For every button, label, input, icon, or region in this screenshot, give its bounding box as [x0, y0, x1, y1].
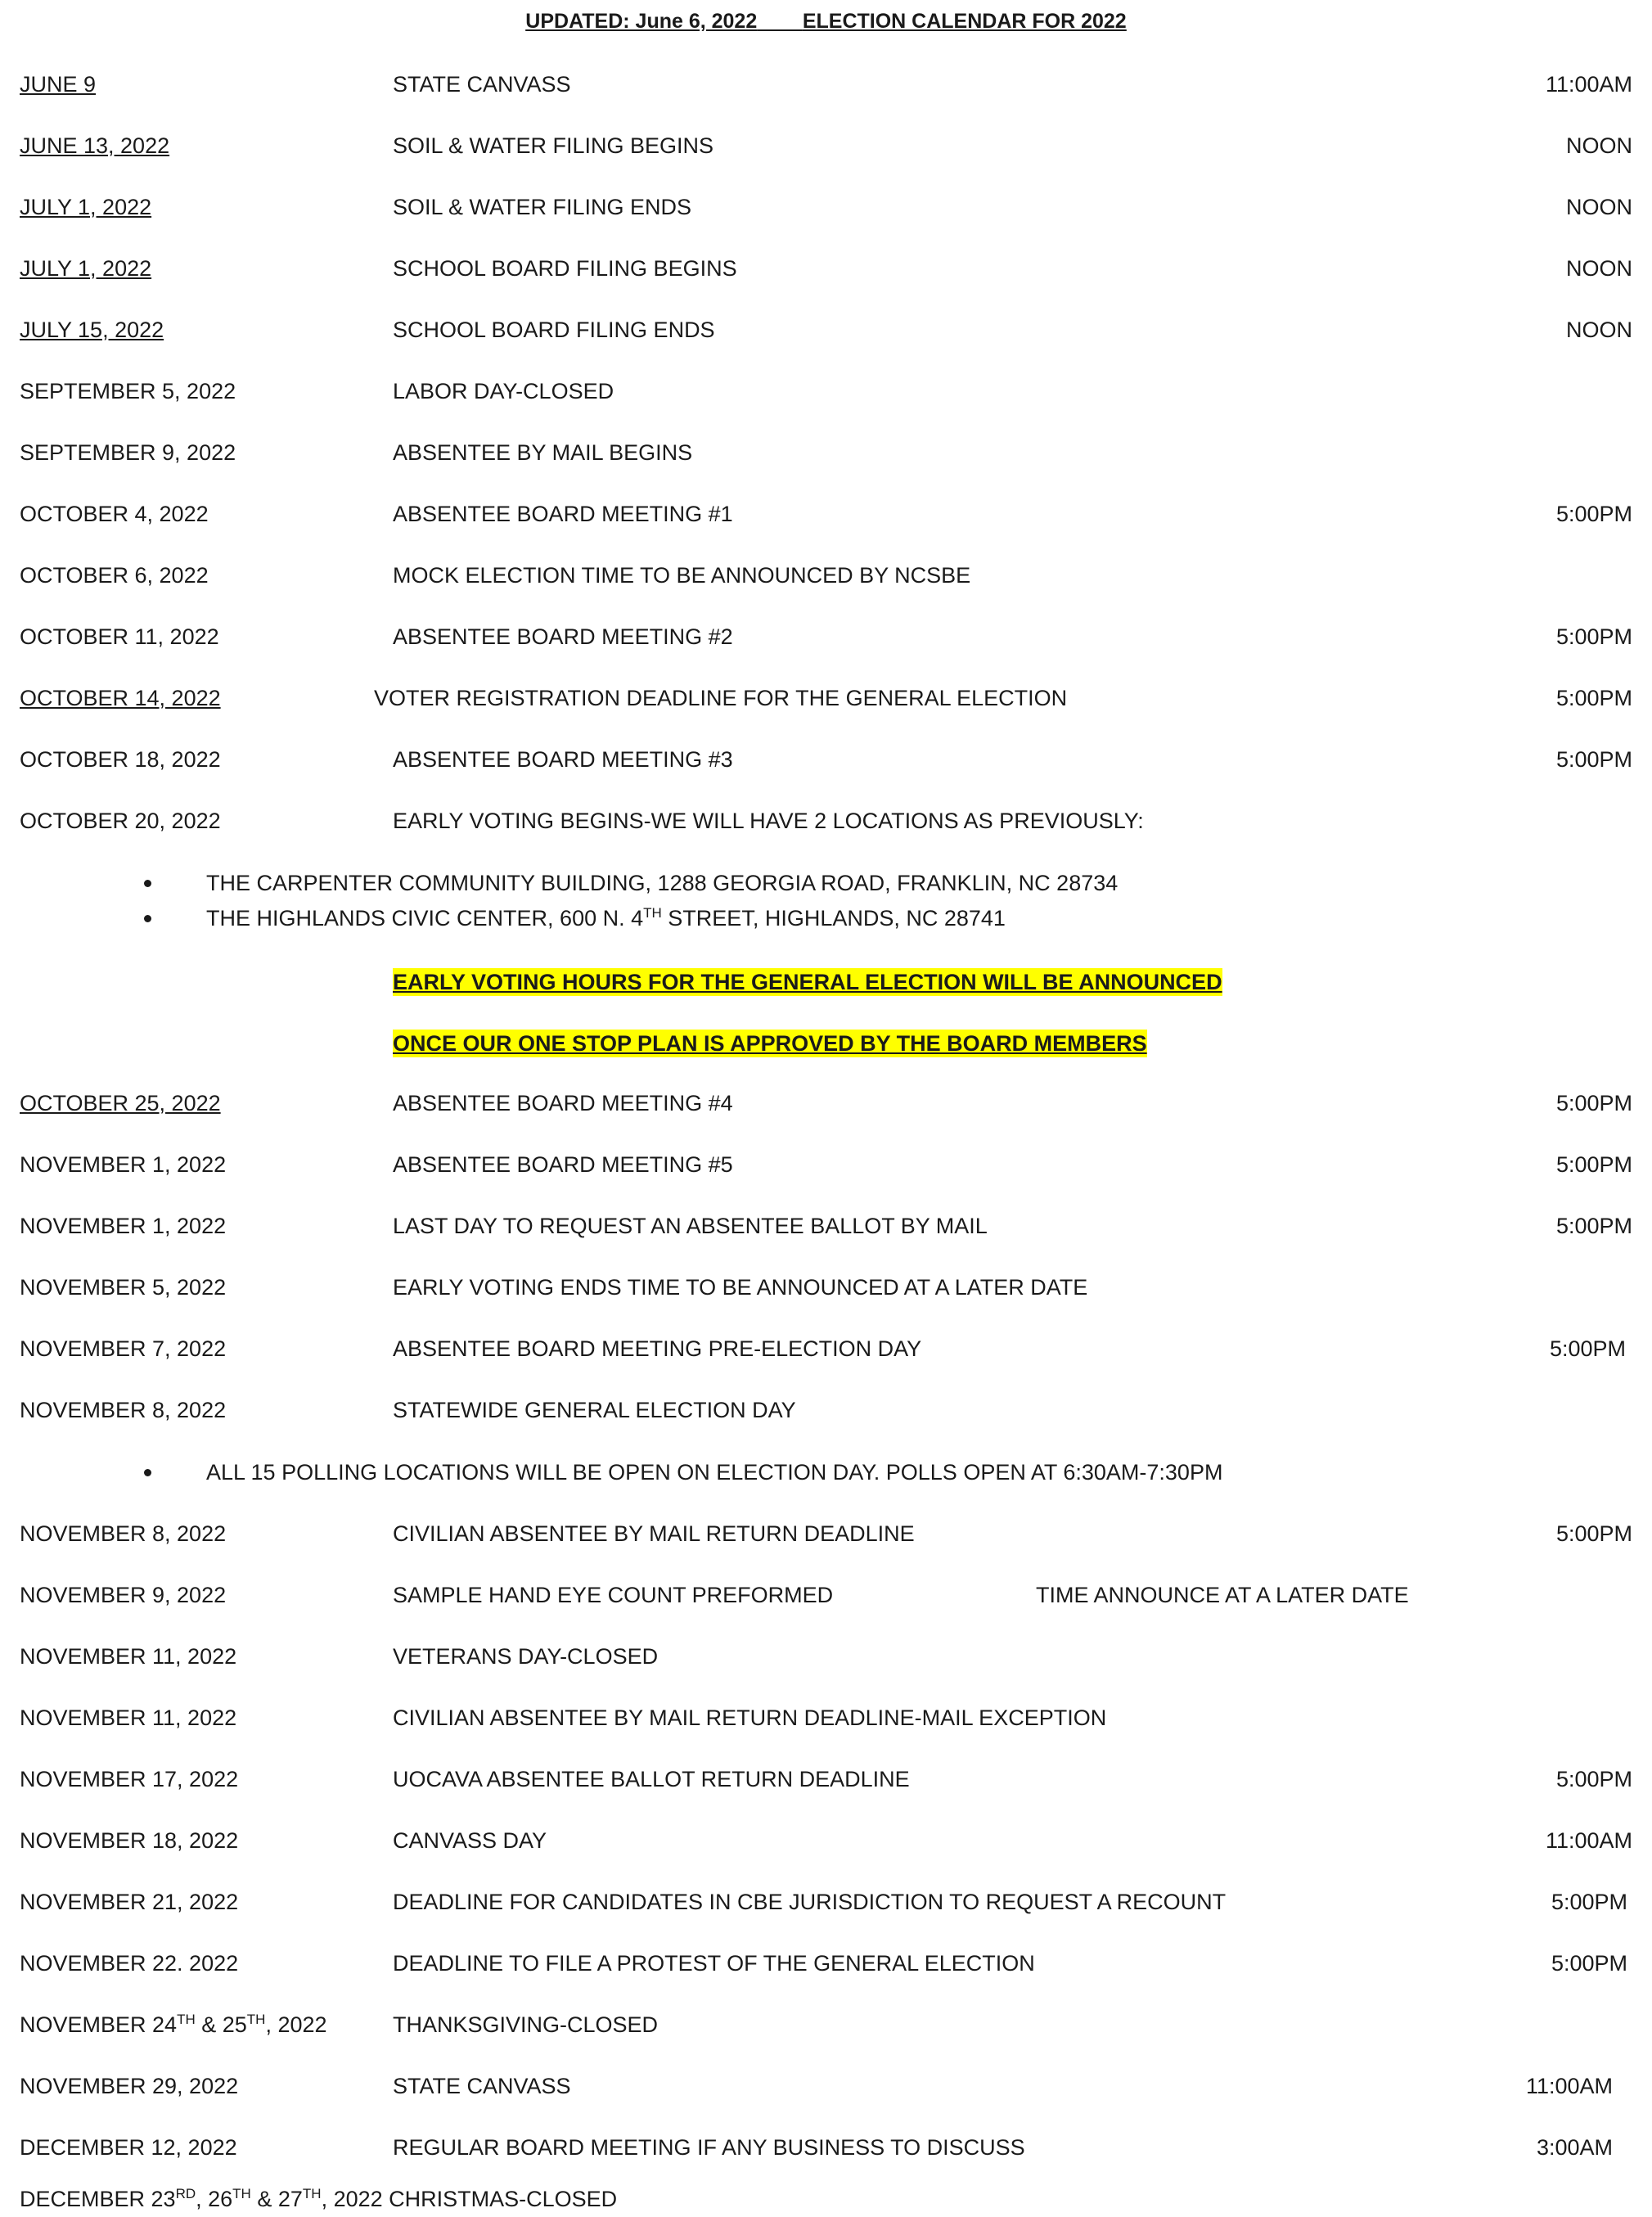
entry-row [0, 68, 1652, 101]
entry-row [0, 375, 1652, 408]
entry-time: 3:00AM [1536, 2135, 1613, 2160]
entry-time: 11:00AM [1545, 72, 1632, 97]
entry-row [0, 252, 1652, 285]
entry-date: JULY 1, 2022 [20, 195, 152, 219]
updated-date: UPDATED: June 6, 2022 [525, 10, 758, 33]
entry-row [0, 743, 1652, 776]
entry-event: VOTER REGISTRATION DEADLINE FOR THE GENERAL ELECTION [374, 686, 1068, 710]
entry-event: VETERANS DAY-CLOSED [393, 1644, 659, 1669]
christmas-entry: DECEMBER 23RD, 26TH & 27TH, 2022 CHRISTMAS-CLOSED [20, 2186, 618, 2211]
entry-event: EARLY VOTING ENDS TIME TO BE ANNOUNCED AT A LATER DATE [393, 1275, 1088, 1300]
entry-time: 5:00PM [1551, 1951, 1627, 1976]
page-title [0, 10, 1652, 34]
entry-date: NOVEMBER 5, 2022 [20, 1275, 227, 1300]
entry-date: OCTOBER 11, 2022 [20, 624, 219, 649]
entry-time: 5:00PM [1549, 1336, 1626, 1361]
entry-event: SOIL & WATER FILING ENDS [393, 195, 692, 219]
entry-row [0, 559, 1652, 592]
entry-row [0, 2131, 1652, 2164]
entry-date: NOVEMBER 11, 2022 [20, 1706, 237, 1730]
entry-row [0, 1824, 1652, 1857]
entry-row [0, 1148, 1652, 1181]
notice-line-1: EARLY VOTING HOURS FOR THE GENERAL ELECTION WILL BE ANNOUNCED [393, 970, 1222, 994]
entry-event: ABSENTEE BOARD MEETING #2 [393, 624, 733, 649]
entry-event: EARLY VOTING BEGINS-WE WILL HAVE 2 LOCATIONS AS PREVIOUSLY: [393, 809, 1144, 833]
entry-event: LABOR DAY-CLOSED [393, 379, 614, 403]
entry-event: LAST DAY TO REQUEST AN ABSENTEE BALLOT BY MAIL [393, 1214, 988, 1238]
entry-date: OCTOBER 4, 2022 [20, 502, 209, 526]
entry-row [0, 436, 1652, 469]
notice-line-2: ONCE OUR ONE STOP PLAN IS APPROVED BY THE BOARD MEMBERS [393, 1031, 1147, 1056]
entry-event: ABSENTEE BOARD MEETING #3 [393, 747, 733, 772]
entry-event: ABSENTEE BOARD MEETING #5 [393, 1152, 733, 1177]
entry-row [0, 804, 1652, 837]
entry-row [0, 1087, 1652, 1120]
entry-event: REGULAR BOARD MEETING IF ANY BUSINESS TO DISCUSS [393, 2135, 1025, 2160]
entry-time: 5:00PM [1555, 624, 1632, 649]
entry-date: NOVEMBER 9, 2022 [20, 1583, 227, 1607]
bullet-icon [144, 880, 151, 887]
bullet-icon [144, 915, 151, 922]
entry-date: JULY 15, 2022 [20, 318, 164, 342]
entry-row [0, 620, 1652, 653]
entry-row [0, 1763, 1652, 1796]
entry-event: ABSENTEE BOARD MEETING #1 [393, 502, 733, 526]
entry-date: NOVEMBER 22. 2022 [20, 1951, 239, 1976]
entry-date: NOVEMBER 8, 2022 [20, 1398, 227, 1422]
entry-event: SAMPLE HAND EYE COUNT PREFORMED [393, 1583, 834, 1607]
entry-row [0, 1394, 1652, 1426]
entry-event: UOCAVA ABSENTEE BALLOT RETURN DEADLINE [393, 1767, 910, 1791]
entry-event: ABSENTEE BOARD MEETING #4 [393, 1091, 733, 1115]
entry-date: NOVEMBER 11, 2022 [20, 1644, 237, 1669]
entry-date: NOVEMBER 7, 2022 [20, 1336, 227, 1361]
entry-row [0, 1332, 1652, 1365]
bullet-icon [144, 1469, 151, 1476]
entry-date: SEPTEMBER 5, 2022 [20, 379, 236, 403]
entry-event: THANKSGIVING-CLOSED [393, 2012, 659, 2037]
entry-time: 5:00PM [1555, 502, 1632, 526]
entry-time: 5:00PM [1555, 686, 1632, 710]
entry-time: 5:00PM [1555, 1521, 1632, 1546]
entry-row [0, 498, 1652, 530]
entry-event: ABSENTEE BOARD MEETING PRE-ELECTION DAY [393, 1336, 922, 1361]
calendar-title: ELECTION CALENDAR FOR 2022 [802, 10, 1127, 33]
entry-row [0, 1701, 1652, 1734]
entry-time: 5:00PM [1555, 1767, 1632, 1791]
entry-time: 5:00PM [1555, 1214, 1632, 1238]
entry-date: NOVEMBER 8, 2022 [20, 1521, 227, 1546]
entry-row [0, 1886, 1652, 1918]
entry-event: DEADLINE TO FILE A PROTEST OF THE GENERAL ELECTION [393, 1951, 1035, 1976]
entry-date: NOVEMBER 18, 2022 [20, 1828, 239, 1853]
entry-event: SCHOOL BOARD FILING BEGINS [393, 256, 737, 281]
entry-row [0, 1210, 1652, 1242]
entry-date: JULY 1, 2022 [20, 256, 152, 281]
entry-event: CANVASS DAY [393, 1828, 547, 1853]
entry-row [0, 1947, 1652, 1980]
entry-date: OCTOBER 18, 2022 [20, 747, 221, 772]
entry-row [0, 2008, 1652, 2041]
entry-date: NOVEMBER 24TH & 25TH, 2022 [20, 2012, 327, 2037]
entry-event: STATEWIDE GENERAL ELECTION DAY [393, 1398, 796, 1422]
location-highlands: THE HIGHLANDS CIVIC CENTER, 600 N. 4TH STREET, HIGHLANDS, NC 28741 [206, 905, 1006, 931]
entry-date: SEPTEMBER 9, 2022 [20, 440, 236, 465]
entry-time: NOON [1566, 318, 1632, 342]
entry-date: NOVEMBER 29, 2022 [20, 2074, 239, 2098]
entry-time: NOON [1566, 256, 1632, 281]
entry-event: STATE CANVASS [393, 72, 571, 97]
entry-row [0, 129, 1652, 162]
entry-row [0, 1517, 1652, 1550]
entry-date: NOVEMBER 1, 2022 [20, 1152, 227, 1177]
entry-date: OCTOBER 25, 2022 [20, 1091, 221, 1115]
entry-event: SOIL & WATER FILING BEGINS [393, 133, 714, 158]
entry-time: 5:00PM [1555, 1152, 1632, 1177]
entry-event: MOCK ELECTION TIME TO BE ANNOUNCED BY NCSBE [393, 563, 971, 588]
polling-note [0, 1456, 1652, 1489]
entry-event: DEADLINE FOR CANDIDATES IN CBE JURISDICTION TO REQUEST A RECOUNT [393, 1890, 1227, 1914]
entry-time: 5:00PM [1555, 1091, 1632, 1115]
location-item [0, 867, 1652, 899]
entry-date: NOVEMBER 1, 2022 [20, 1214, 227, 1238]
entry-event: ABSENTEE BY MAIL BEGINS [393, 440, 693, 465]
entry-time: 5:00PM [1555, 747, 1632, 772]
entry-time: NOON [1566, 195, 1632, 219]
entry-date: JUNE 13, 2022 [20, 133, 170, 158]
entry-row [0, 2070, 1652, 2102]
entry-row [0, 191, 1652, 223]
entry-date: JUNE 9 [20, 72, 97, 97]
entry-time-note: TIME ANNOUNCE AT A LATER DATE [1036, 1583, 1409, 1607]
entry-date: NOVEMBER 17, 2022 [20, 1767, 239, 1791]
location-carpenter: THE CARPENTER COMMUNITY BUILDING, 1288 GEORGIA ROAD, FRANKLIN, NC 28734 [206, 871, 1119, 895]
entry-time: 5:00PM [1551, 1890, 1627, 1914]
entry-date: OCTOBER 20, 2022 [20, 809, 221, 833]
entry-row [0, 1271, 1652, 1304]
polling-note-text: ALL 15 POLLING LOCATIONS WILL BE OPEN ON ELECTION DAY. POLLS OPEN AT 6:30AM-7:30PM [206, 1460, 1223, 1485]
entry-row [0, 1579, 1652, 1611]
entry-date: DECEMBER 12, 2022 [20, 2135, 237, 2160]
location-item [0, 902, 1652, 935]
entry-time: NOON [1566, 133, 1632, 158]
entry-event: STATE CANVASS [393, 2074, 571, 2098]
entry-row [0, 1640, 1652, 1673]
entry-event: CIVILIAN ABSENTEE BY MAIL RETURN DEADLINE [393, 1521, 915, 1546]
entry-row [0, 313, 1652, 346]
entry-row [0, 2183, 1652, 2215]
entry-row [0, 682, 1652, 714]
entry-time: 11:00AM [1545, 1828, 1632, 1853]
entry-date: NOVEMBER 21, 2022 [20, 1890, 239, 1914]
entry-time: 11:00AM [1525, 2074, 1613, 2098]
entry-date: OCTOBER 14, 2022 [20, 686, 221, 710]
entry-event: CIVILIAN ABSENTEE BY MAIL RETURN DEADLINE-MAIL EXCEPTION [393, 1706, 1107, 1730]
entry-date: OCTOBER 6, 2022 [20, 563, 209, 588]
entry-event: SCHOOL BOARD FILING ENDS [393, 318, 715, 342]
